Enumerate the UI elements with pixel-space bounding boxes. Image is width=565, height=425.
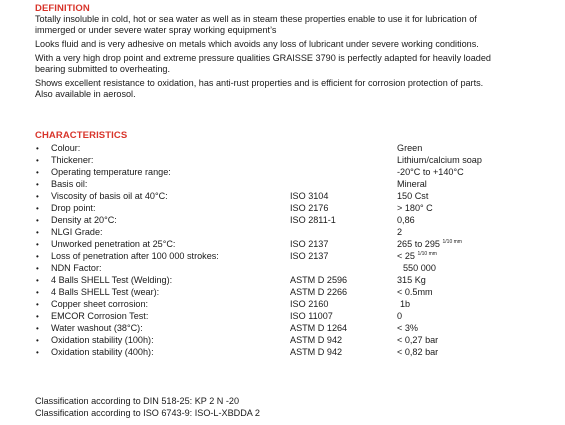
value-text: < 0.5mm — [397, 287, 433, 297]
bullet: • — [36, 228, 39, 237]
characteristic-row — [0, 215, 565, 226]
bullet: • — [36, 204, 39, 213]
characteristic-label: Unworked penetration at 25°C: — [51, 239, 176, 249]
value-text: Lithium/calcium soap — [397, 155, 482, 165]
characteristic-value — [397, 311, 402, 322]
value-text: < 25 — [397, 251, 415, 261]
characteristic-row — [0, 191, 565, 202]
characteristic-norm: ISO 2137 — [290, 251, 329, 261]
characteristic-value — [397, 335, 438, 346]
bullet: • — [36, 348, 39, 357]
value-text: Mineral — [397, 179, 427, 189]
value-text: 1b — [400, 299, 411, 309]
value-text: 150 Cst — [397, 191, 429, 201]
characteristic-value — [397, 275, 426, 286]
bullet: • — [36, 252, 39, 261]
characteristic-row — [0, 179, 565, 190]
value-text: 315 Kg — [397, 275, 426, 285]
definition-line: Totally insoluble in cold, hot or sea water as well as in steam these properties enable to use it for lubrication of — [35, 14, 477, 24]
characteristic-row — [0, 239, 565, 250]
characteristic-norm: ASTM D 1264 — [290, 323, 348, 333]
classification-line: Classification according to ISO 6743-9: ISO-L-XBDDA 2 — [35, 408, 260, 418]
bullet: • — [36, 240, 39, 249]
value-text: < 0,27 bar — [397, 335, 439, 345]
characteristic-value — [397, 251, 437, 262]
unit-superscript: 1/10 mm — [417, 250, 437, 257]
characteristic-row — [0, 167, 565, 178]
characteristic-row — [0, 143, 565, 154]
value-text: 0 — [397, 311, 403, 321]
definition-line: Looks fluid and is very adhesive on metals which avoids any loss of lubricant under severe working conditions. — [35, 39, 479, 49]
value-text: 550 000 — [403, 263, 436, 273]
bullet: • — [36, 168, 39, 177]
characteristic-row — [0, 263, 565, 274]
characteristic-row — [0, 275, 565, 286]
characteristic-norm: ASTM D 942 — [290, 347, 343, 357]
characteristic-row — [0, 347, 565, 358]
characteristics-heading: CHARACTERISTICS — [35, 130, 128, 141]
characteristic-value — [397, 323, 418, 334]
definition-line: immerged or under severe water spray working equipment’s — [35, 25, 277, 35]
value-text: Green — [397, 143, 423, 153]
definition-line: With a very high drop point and extreme pressure qualities GRAISSE 3790 is perfectly adapted for heavily loaded — [35, 53, 491, 63]
definition-heading: DEFINITION — [35, 3, 90, 14]
characteristic-row — [0, 311, 565, 322]
bullet: • — [36, 276, 39, 285]
bullet: • — [36, 288, 39, 297]
bullet: • — [36, 264, 39, 273]
value-text: < 0,82 bar — [397, 347, 439, 357]
characteristic-row — [0, 251, 565, 262]
characteristic-label: Viscosity of basis oil at 40°C: — [51, 191, 168, 201]
characteristic-value — [397, 227, 402, 238]
characteristic-norm: ASTM D 942 — [290, 335, 343, 345]
characteristic-row — [0, 335, 565, 346]
characteristic-label: Basis oil: — [51, 179, 88, 189]
characteristic-row — [0, 203, 565, 214]
characteristic-row — [0, 227, 565, 238]
bullet: • — [36, 336, 39, 345]
characteristic-label: 4 Balls SHELL Test (wear): — [51, 287, 160, 297]
characteristic-row — [0, 299, 565, 310]
characteristic-value — [397, 179, 427, 190]
value-text: < 3% — [397, 323, 418, 333]
characteristic-value — [397, 167, 464, 178]
bullet: • — [36, 192, 39, 201]
characteristic-norm: ISO 3104 — [290, 191, 329, 201]
characteristic-label: 4 Balls SHELL Test (Welding): — [51, 275, 173, 285]
characteristic-norm: ISO 11007 — [290, 311, 333, 321]
characteristic-label: Oxidation stability (400h): — [51, 347, 154, 357]
characteristic-label: Operating temperature range: — [51, 167, 171, 177]
characteristic-label: Copper sheet corrosion: — [51, 299, 149, 309]
characteristic-label: Density at 20°C: — [51, 215, 117, 225]
characteristic-norm: ISO 2137 — [290, 239, 329, 249]
value-text: > 180° C — [397, 203, 433, 213]
characteristic-value — [403, 263, 436, 274]
characteristic-row — [0, 155, 565, 166]
value-text: 265 to 295 — [397, 239, 440, 249]
characteristic-row — [0, 323, 565, 334]
characteristic-value — [397, 287, 433, 298]
characteristic-norm: ASTM D 2266 — [290, 287, 348, 297]
characteristic-label: NDN Factor: — [51, 263, 102, 273]
characteristic-label: Thickener: — [51, 155, 94, 165]
characteristic-label: Loss of penetration after 100 000 strokes: — [51, 251, 219, 261]
bullet: • — [36, 180, 39, 189]
characteristic-norm: ISO 2811-1 — [290, 215, 336, 225]
characteristic-value — [400, 299, 410, 310]
characteristic-norm: ISO 2176 — [290, 203, 329, 213]
characteristic-value — [397, 191, 428, 202]
characteristic-label: EMCOR Corrosion Test: — [51, 311, 149, 321]
characteristic-value — [397, 143, 422, 154]
definition-line: bearing submitted to overheating. — [35, 64, 170, 74]
value-text: 0,86 — [397, 215, 415, 225]
characteristic-value — [397, 203, 433, 214]
bullet: • — [36, 216, 39, 225]
characteristic-value — [397, 347, 438, 358]
characteristic-value — [397, 239, 462, 250]
characteristic-label: Water washout (38°C): — [51, 323, 143, 333]
bullet: • — [36, 312, 39, 321]
definition-line: Shows excellent resistance to oxidation, has anti-rust properties and is efficient for corrosion protection of parts. — [35, 78, 484, 88]
bullet: • — [36, 324, 39, 333]
characteristic-label: Oxidation stability (100h): — [51, 335, 154, 345]
bullet: • — [36, 156, 39, 165]
value-text: -20°C to +140°C — [397, 167, 464, 177]
bullet: • — [36, 300, 39, 309]
characteristic-value — [397, 215, 415, 226]
bullet: • — [36, 144, 39, 153]
unit-superscript: 1/10 mm — [442, 238, 462, 245]
characteristic-norm: ISO 2160 — [290, 299, 329, 309]
definition-line: Also available in aerosol. — [35, 89, 136, 99]
classification-line: Classification according to DIN 518-25: KP 2 N -20 — [35, 396, 240, 406]
characteristic-value — [397, 155, 482, 166]
characteristic-label: NLGI Grade: — [51, 227, 103, 237]
value-text: 2 — [397, 227, 403, 237]
characteristic-label: Colour: — [51, 143, 81, 153]
characteristic-label: Drop point: — [51, 203, 96, 213]
characteristic-norm: ASTM D 2596 — [290, 275, 348, 285]
characteristic-row — [0, 287, 565, 298]
